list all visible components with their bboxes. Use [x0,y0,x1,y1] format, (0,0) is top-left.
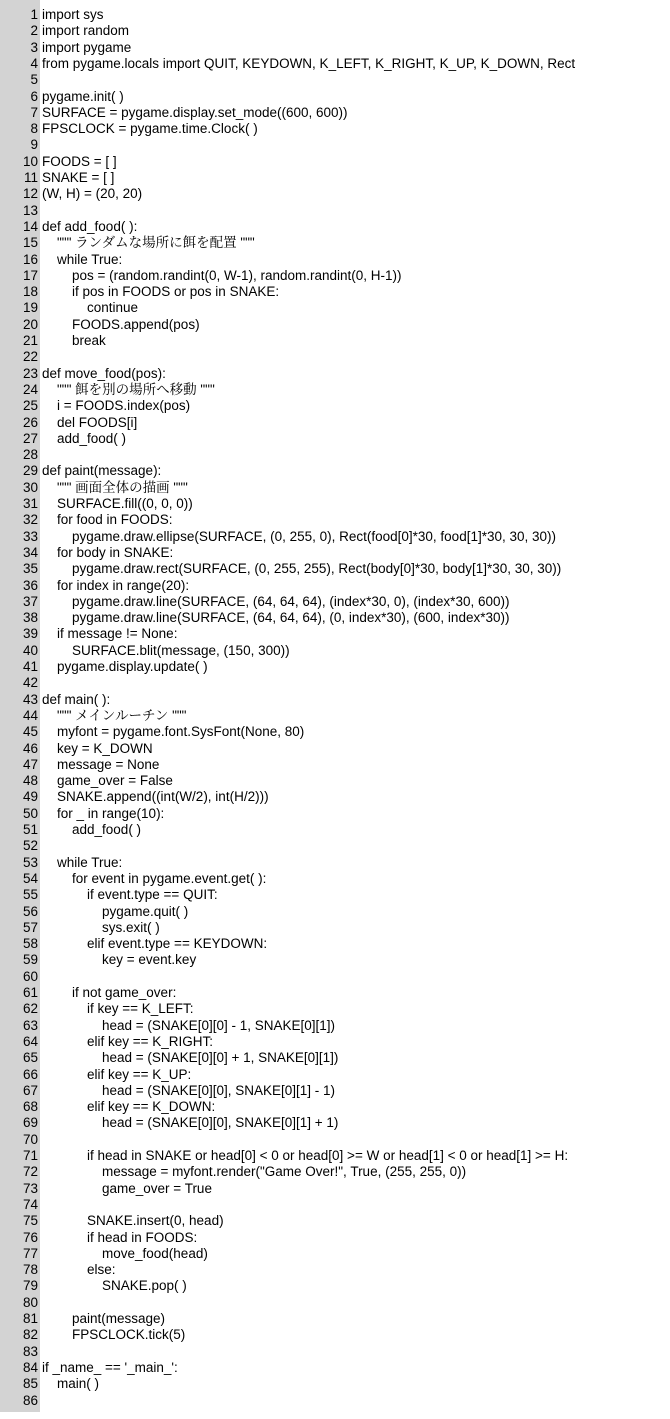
code-text: continue [42,300,139,316]
line-number: 36 [22,577,38,593]
code-text: (W, H) = (20, 20) [42,186,143,202]
code-text: SURFACE.fill((0, 0, 0)) [42,496,193,511]
code-text: """ ランダムな場所に餌を配置 """ [42,235,255,251]
line-number: 48 [22,773,38,789]
line-number: 38 [22,610,38,626]
line-number: 19 [22,300,38,316]
line-number: 3 [30,39,38,55]
line-number: 6 [30,88,38,104]
line-number: 39 [22,626,38,642]
line-number: 27 [22,430,38,446]
code-text: if message != None: [42,626,178,642]
code-text: while True: [42,251,123,267]
code-text: message = None [42,756,160,772]
code-text: sys.exit( ) [42,919,160,935]
line-number: 16 [22,251,38,267]
code-text: message = myfont.render("Game Over!", True, (255, 255, 0)) [42,1164,467,1180]
code-text: head = (SNAKE[0][0], SNAKE[0][1] + 1) [42,1115,339,1131]
line-number: 68 [22,1099,38,1115]
line-number: 1 [30,7,38,22]
code-text: if not game_over: [42,985,177,1000]
line-number: 85 [22,1376,38,1392]
code-text: key = K_DOWN [42,740,153,756]
code-text: break [42,333,106,348]
code-text: head = (SNAKE[0][0] + 1, SNAKE[0][1]) [42,1050,339,1066]
code-text: import random [42,23,130,39]
code-text: for event in pygame.event.get( ): [42,870,267,886]
line-number: 11 [23,170,38,185]
line-number: 65 [22,1050,38,1066]
line-number: 49 [22,789,38,805]
code-text: while True: [42,854,123,870]
line-number: 18 [22,284,38,300]
code-text: pygame.quit( ) [42,903,189,919]
line-number: 52 [22,838,38,854]
code-text: for _ in range(10): [42,805,165,821]
code-text: i = FOODS.index(pos) [42,398,191,414]
code-text: game_over = False [42,773,173,789]
code-text: pygame.draw.ellipse(SURFACE, (0, 255, 0), Rect(food[0]*30, food[1]*30, 30, 30)) [42,528,557,544]
line-number: 81 [22,1311,38,1326]
line-number: 74 [22,1196,38,1212]
line-number: 14 [22,218,38,234]
code-text: FOODS = [ ] [42,153,117,169]
code-text: FPSCLOCK.tick(5) [42,1327,186,1343]
code-text: if head in SNAKE or head[0] < 0 or head[0] >= W or head[1] < 0 or head[1] >= H: [42,1148,569,1163]
line-number: 71 [22,1148,38,1163]
code-text: for food in FOODS: [42,512,173,528]
line-number: 77 [22,1245,38,1261]
line-number: 17 [22,267,38,283]
code-text: if head in FOODS: [42,1229,198,1245]
code-text: elif key == K_UP: [42,1066,192,1082]
code-text: SNAKE.insert(0, head) [42,1213,224,1229]
code-text: elif event.type == KEYDOWN: [42,936,268,952]
line-number: 75 [22,1213,38,1229]
code-text: pos = (random.randint(0, W-1), random.randint(0, H-1)) [42,267,402,283]
line-number: 69 [22,1115,38,1131]
code-text: pygame.draw.rect(SURFACE, (0, 255, 255), Rect(body[0]*30, body[1]*30, 30, 30)) [42,561,562,577]
code-text: SURFACE.blit(message, (150, 300)) [42,642,290,658]
code-text: game_over = True [42,1180,212,1196]
code-text: key = event.key [42,952,197,968]
line-number: 56 [22,903,38,919]
line-number: 20 [22,316,38,332]
line-number: 10 [22,153,38,169]
line-number: 23 [22,365,38,381]
line-number: 33 [22,528,38,544]
code-text: pygame.draw.line(SURFACE, (64, 64, 64), (0, index*30), (600, index*30)) [42,610,510,626]
line-number: 47 [22,756,38,772]
code-text: FPSCLOCK = pygame.time.Clock( ) [42,121,258,137]
line-number: 4 [30,55,38,71]
code-text: pygame.draw.line(SURFACE, (64, 64, 64), (index*30, 0), (index*30, 600)) [42,593,510,609]
code-text: paint(message) [42,1311,166,1326]
line-number: 41 [22,659,38,674]
line-number: 9 [30,137,38,153]
line-number: 44 [22,707,38,723]
line-number: 32 [22,512,38,528]
line-number: 42 [22,675,38,691]
code-text: SURFACE = pygame.display.set_mode((600, 600)) [42,104,348,120]
code-text: myfont = pygame.font.SysFont(None, 80) [42,724,305,740]
code-text: add_food( ) [42,822,142,837]
line-number: 28 [22,447,38,463]
line-number: 22 [22,349,38,365]
code-text: pygame.display.update( ) [42,659,208,674]
line-number: 83 [22,1343,38,1359]
code-text: from pygame.locals import QUIT, KEYDOWN, K_LEFT, K_RIGHT, K_UP, K_DOWN, Rect [42,55,576,71]
line-number: 45 [22,724,38,740]
code-text: move_food(head) [42,1245,208,1261]
code-text: def add_food( ): [42,218,138,234]
code-text: for index in range(20): [42,577,190,593]
line-number: 31 [22,496,38,511]
line-number: 2 [30,23,38,39]
line-number: 7 [30,104,38,120]
code-text: if pos in FOODS or pos in SNAKE: [42,284,280,300]
line-number: 72 [22,1164,38,1180]
line-number: 73 [22,1180,38,1196]
line-number: 67 [22,1082,38,1098]
code-text: head = (SNAKE[0][0], SNAKE[0][1] - 1) [42,1082,335,1098]
line-number: 46 [22,740,38,756]
line-number: 54 [22,870,38,886]
line-number: 8 [30,121,38,137]
line-number: 61 [22,985,38,1000]
line-number: 58 [22,936,38,952]
code-text: add_food( ) [42,430,127,446]
line-number: 62 [22,1001,38,1017]
line-number: 84 [22,1359,38,1375]
code-text: del FOODS[i] [42,414,138,430]
line-number: 76 [22,1229,38,1245]
line-number: 30 [22,479,38,495]
line-number: 86 [22,1392,38,1408]
code-text: import pygame [42,39,132,55]
line-number: 26 [22,414,38,430]
line-number: 70 [22,1131,38,1147]
line-number: 25 [22,398,38,414]
line-number: 79 [22,1278,38,1294]
code-text: """ 餌を別の場所へ移動 """ [42,381,215,397]
code-text: """ 画面全体の描画 """ [42,479,188,495]
line-number: 82 [22,1327,38,1343]
line-number: 35 [22,561,38,577]
line-number: 57 [22,919,38,935]
line-number: 34 [22,544,38,560]
line-number: 29 [22,463,38,479]
code-text: def paint(message): [42,463,162,479]
line-number: 50 [22,805,38,821]
line-number: 40 [22,642,38,658]
line-number: 55 [22,887,38,903]
code-text: if key == K_LEFT: [42,1001,194,1017]
code-text: import sys [42,7,104,22]
line-number: 13 [22,202,38,218]
line-number: 37 [22,593,38,609]
line-number: 78 [22,1262,38,1278]
code-text: SNAKE = [ ] [42,170,115,185]
code-text: for body in SNAKE: [42,544,174,560]
code-text: elif key == K_RIGHT: [42,1033,214,1049]
line-number: 5 [30,72,38,88]
code-text: if _name_ == '_main_': [42,1359,178,1375]
line-number: 60 [22,968,38,984]
line-number: 43 [22,691,38,707]
line-number: 21 [22,333,38,348]
code-text: def move_food(pos): [42,365,166,381]
line-number: 80 [22,1294,38,1310]
line-number: 15 [22,235,38,251]
line-number: 53 [22,854,38,870]
code-text: if event.type == QUIT: [42,887,218,903]
code-text: def main( ): [42,691,111,707]
code-text: elif key == K_DOWN: [42,1099,216,1115]
line-number: 66 [22,1066,38,1082]
code-text: FOODS.append(pos) [42,316,200,332]
line-number: 24 [22,381,38,397]
code-text: """ メインルーチン """ [42,707,187,723]
code-text: head = (SNAKE[0][0] - 1, SNAKE[0][1]) [42,1017,335,1033]
line-number: 63 [22,1017,38,1033]
line-number: 59 [22,952,38,968]
line-number: 51 [22,822,38,837]
line-number: 12 [22,186,38,202]
code-text: main( ) [42,1376,100,1392]
code-text: else: [42,1262,116,1278]
code-text: pygame.init( ) [42,88,124,104]
code-text: SNAKE.append((int(W/2), int(H/2))) [42,789,269,805]
code-text: SNAKE.pop( ) [42,1278,187,1294]
line-number: 64 [22,1033,38,1049]
